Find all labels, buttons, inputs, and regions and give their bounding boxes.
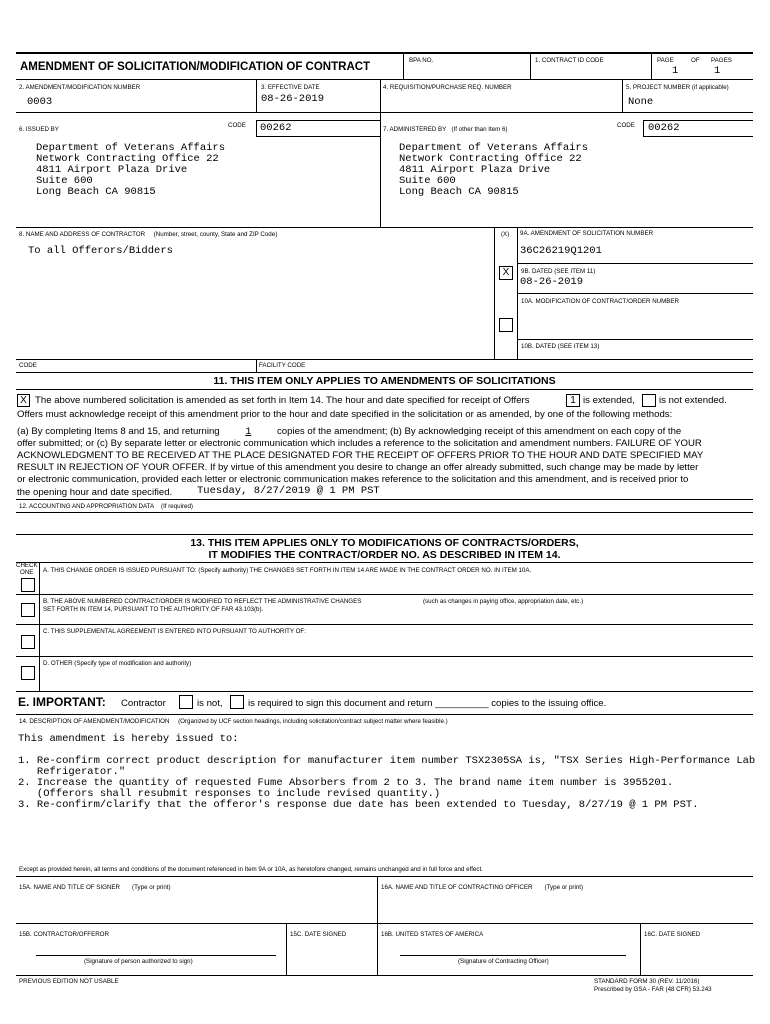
administered-line: 4811 Airport Plaza Drive	[399, 164, 551, 176]
item-16b-label: 16B. UNITED STATES OF AMERICA	[381, 931, 484, 938]
administered-line: Network Contracting Office 22	[399, 153, 582, 165]
issued-code-value: 00262	[260, 122, 292, 134]
item-16a-label-text: 16A. NAME AND TITLE OF CONTRACTING OFFICER	[381, 884, 533, 891]
contractor-label-note: (Number, street, county, State and ZIP Code)	[153, 231, 278, 238]
item-13c-text: C. THIS SUPPLEMENTAL AGREEMENT IS ENTERED INTO PURSUANT TO AUTHORITY OF:	[43, 628, 306, 635]
item-14-line: This amendment is hereby issued to:	[18, 733, 239, 745]
item-13b-checkbox[interactable]	[21, 603, 35, 617]
item-11-heading: 11. THIS ITEM ONLY APPLIES TO AMENDMENTS OF SOLICITATIONS	[213, 375, 556, 387]
row-line	[16, 389, 753, 390]
contractor-word: Contractor	[121, 698, 166, 709]
top-border	[16, 52, 753, 54]
item-11-line8: the opening hour and date specified.	[17, 487, 173, 498]
item-11-line1: The above numbered solicitation is amended as set forth in Item 14. The hour and date specified for receipt of Offers	[35, 395, 530, 406]
item-16c-label: 16C. DATE SIGNED	[644, 931, 701, 938]
item-13c-checkbox[interactable]	[21, 635, 35, 649]
contractor-value: To all Offerors/Bidders	[28, 245, 173, 257]
item-11-checkbox[interactable]: X	[17, 394, 30, 407]
row-line	[16, 534, 753, 535]
pages-value: 1	[714, 65, 721, 77]
signature-officer-label: (Signature of Contracting Officer)	[458, 958, 549, 965]
prescribed-label: Prescribed by GSA - FAR (48 CFR) 53.243	[594, 986, 712, 993]
is-not-label: is not,	[197, 698, 223, 709]
row-line	[16, 499, 753, 500]
item-14-line: (Offerors shall resubmit responses to include revised quantity.)	[18, 788, 441, 800]
is-not-extended-label: is not extended.	[659, 395, 727, 406]
issued-line: Network Contracting Office 22	[36, 153, 219, 165]
copies-text: copies to the issuing office.	[491, 698, 607, 709]
divider	[286, 924, 287, 975]
divider	[256, 80, 257, 112]
contractor-code-label: CODE	[19, 362, 37, 369]
administered-label-note: (If other than Item 6)	[451, 126, 508, 133]
item-15a-note: (Type or print)	[132, 884, 171, 891]
issued-by-label: 6. ISSUED BY	[19, 126, 59, 133]
item-10a-label: 10A. MODIFICATION OF CONTRACT/ORDER NUMBER	[521, 298, 680, 305]
item-12-label	[19, 503, 193, 511]
item-15a-label-text: 15A. NAME AND TITLE OF SIGNER	[19, 884, 120, 891]
issued-line: Department of Veterans Affairs	[36, 142, 226, 154]
row-line	[16, 876, 753, 877]
administered-code-value: 00262	[648, 122, 680, 134]
item-13-heading-1: 13. THIS ITEM APPLIES ONLY TO MODIFICATIONS OF CONTRACTS/ORDERS,	[190, 537, 579, 549]
contract-id-label: 1. CONTRACT ID CODE	[535, 57, 604, 64]
item-9b-label: 9B. DATED (SEE ITEM 11)	[521, 268, 596, 275]
contractor-label	[19, 231, 277, 239]
item-12-note: (If required)	[161, 503, 193, 510]
item-14-line: 3. Re-confirm/clarify that the offeror's response due date has been extended to Tuesday, 8/27/19 @ 1 PM PST.	[18, 799, 699, 811]
row-line	[16, 975, 753, 976]
extended-checkbox[interactable]: 1	[566, 394, 580, 407]
divider	[494, 228, 495, 359]
administered-label-text: 7. ADMINISTERED BY	[383, 126, 447, 133]
row-line	[16, 691, 753, 692]
issued-line: Suite 600	[36, 175, 93, 187]
row-line	[16, 594, 753, 595]
effective-date-value: 08-26-2019	[261, 93, 325, 105]
row-line	[16, 624, 753, 625]
administered-code-label: CODE	[617, 122, 635, 129]
copies-blank: __________	[435, 698, 489, 709]
opening-date-value: Tuesday, 8/27/2019 @ 1 PM PST	[197, 485, 380, 497]
signature-person-label: (Signature of person authorized to sign)	[84, 958, 193, 965]
row-line	[517, 339, 753, 340]
divider	[530, 53, 531, 79]
item-9b-value: 08-26-2019	[520, 276, 584, 288]
administered-line: Long Beach CA 90815	[399, 186, 519, 198]
is-extended-label: is extended,	[583, 395, 635, 406]
item-14-note: (Organized by UCF section headings, including solicitation/contract subject matter where feasible.)	[178, 718, 448, 725]
x-column-label: (X)	[501, 231, 510, 238]
pages-label: PAGES	[711, 57, 732, 64]
of-label: OF	[691, 57, 700, 64]
item-9b-checkbox[interactable]: X	[499, 266, 513, 280]
row-line	[16, 714, 753, 715]
item-13a-checkbox[interactable]	[21, 578, 35, 592]
administered-by-label	[383, 126, 508, 134]
item-15b-label: 15B. CONTRACTOR/OFFEROR	[19, 931, 109, 938]
project-number-value: None	[628, 96, 654, 108]
divider	[39, 563, 40, 691]
item-11-line7: or electronic communication, provided each letter or electronic communication makes reference to the solicitation and this amendment, and is received prior to	[17, 474, 689, 485]
item-11-line3a: (a) By completing Items 8 and 15, and returning	[17, 426, 220, 437]
item-13d-checkbox[interactable]	[21, 666, 35, 680]
row-line	[16, 227, 753, 228]
form-title: AMENDMENT OF SOLICITATION/MODIFICATION OF CONTRACT	[20, 61, 371, 73]
signature-line	[400, 955, 626, 956]
requisition-label: 4. REQUISITION/PURCHASE REQ. NUMBER	[383, 84, 512, 91]
is-not-checkbox[interactable]	[179, 695, 193, 709]
item-13b-text1: B. THE ABOVE NUMBERED CONTRACT/ORDER IS MODIFIED TO REFLECT THE ADMINISTRATIVE CHANGES	[43, 598, 362, 605]
issued-code-label: CODE	[228, 122, 246, 129]
administered-line: Suite 600	[399, 175, 456, 187]
item-13b-note: (such as changes in paying office, appropriation date, etc.)	[423, 598, 584, 605]
divider	[256, 360, 257, 372]
item-12-label-text: 12. ACCOUNTING AND APPROPRIATION DATA	[19, 503, 155, 510]
item-9a-label: 9A. AMENDMENT OF SOLICITATION NUMBER	[520, 230, 654, 237]
check-one-label-2: ONE	[20, 569, 34, 576]
amend-number-label: 2. AMENDMENT/MODIFICATION NUMBER	[19, 84, 141, 91]
item-16a-note: (Type or print)	[544, 884, 584, 891]
item-11-line3	[17, 426, 681, 438]
row-line	[517, 263, 753, 264]
divider	[380, 113, 381, 227]
previous-edition-label: PREVIOUS EDITION NOT USABLE	[19, 978, 119, 985]
item-13a-text: A. THIS CHANGE ORDER IS ISSUED PURSUANT TO: (Specify authority) THE CHANGES SET FORTH IN ITEM 14 ARE MADE IN THE CONTRACT ORDER NO. IN ITEM 10A.	[43, 567, 532, 574]
item-14-label	[19, 718, 448, 726]
row-line	[16, 359, 753, 360]
administered-line: Department of Veterans Affairs	[399, 142, 589, 154]
page-label: PAGE	[657, 57, 674, 64]
amend-number-value: 0003	[27, 96, 53, 108]
divider	[377, 877, 378, 975]
item-9a-value: 36C26219Q1201	[520, 245, 602, 257]
check-one-label: CHECK	[16, 562, 38, 569]
is-required-checkbox[interactable]	[230, 695, 244, 709]
contractor-label-text: 8. NAME AND ADDRESS OF CONTRACTOR	[19, 231, 146, 238]
item-11-line5: ACKNOWLEDGMENT TO BE RECEIVED AT THE PLACE DESIGNATED FOR THE RECEIPT OF OFFERS PRIOR TO THE HOUR AND DATE SPECIFIED MAY	[17, 450, 704, 461]
page-value: 1	[672, 65, 679, 77]
item-11-line2: Offers must acknowledge receipt of this amendment prior to the hour and date specified in the solicitation or as amended, by one of the following methods:	[17, 409, 673, 420]
item-15a-label	[19, 884, 171, 892]
item-11-line4: offer submitted; or (c) By separate letter or electronic communication which includes a reference to the solicitation and amendment numbers. FAILURE OF YOUR	[17, 438, 702, 449]
important-label: E. IMPORTANT:	[18, 695, 106, 709]
bpa-label: BPA NO.	[409, 57, 434, 64]
signature-line	[36, 955, 276, 956]
divider	[640, 924, 641, 975]
row-line	[16, 372, 753, 373]
row-line	[16, 656, 753, 657]
row-line	[16, 112, 753, 113]
row-line	[517, 293, 753, 294]
standard-form-label: STANDARD FORM 30 (REV. 11/2016)	[594, 978, 700, 985]
copies-value: 1	[245, 427, 252, 438]
is-required-text: is required to sign this document and return	[248, 698, 433, 709]
is-required-label	[248, 698, 606, 709]
item-14-line: 1. Re-confirm correct product description for manufacturer item number TSX2305SA is, "TSX Series High-Performance Lab	[18, 755, 756, 767]
issued-line: 4811 Airport Plaza Drive	[36, 164, 188, 176]
row-line	[16, 923, 753, 924]
divider	[651, 53, 652, 79]
item-13-heading-2: IT MODIFIES THE CONTRACT/ORDER NO. AS DESCRIBED IN ITEM 14.	[208, 549, 561, 561]
facility-code-label: FACILITY CODE	[259, 362, 306, 369]
item-15c-label: 15C. DATE SIGNED	[290, 931, 347, 938]
except-text: Except as provided herein, all terms and conditions of the document referenced in Item 9A or 10A, as heretofore changed, remains unchanged and in full force and effect.	[19, 866, 483, 873]
row-line	[16, 79, 753, 80]
item-13d-text: D. OTHER (Specify type of modification and authority)	[43, 660, 192, 667]
project-number-label: 5. PROJECT NUMBER (if applicable)	[626, 84, 729, 91]
row-line	[16, 562, 753, 563]
divider	[380, 80, 381, 112]
not-extended-checkbox[interactable]	[642, 394, 656, 407]
item-11-line6: RESULT IN REJECTION OF YOUR OFFER. If by virtue of this amendment you desire to change an offer already submitted, such change may be made by letter	[17, 462, 699, 473]
item-14-line: Refrigerator."	[18, 766, 126, 778]
divider	[622, 80, 623, 112]
row-line	[16, 512, 753, 513]
item-16a-label	[381, 884, 583, 892]
item-14-label-text: 14. DESCRIPTION OF AMENDMENT/MODIFICATION	[19, 718, 170, 725]
item-10-checkbox[interactable]	[499, 318, 513, 332]
issued-line: Long Beach CA 90815	[36, 186, 156, 198]
item-10b-label: 10B. DATED (SEE ITEM 13)	[521, 343, 600, 350]
item-14-line: 2. Increase the quantity of requested Fume Absorbers from 2 to 3. The brand name item number is 3955201.	[18, 777, 674, 789]
item-11-line3b: copies of the amendment; (b) By acknowledging receipt of this amendment on each copy of the	[277, 426, 682, 437]
effective-date-label: 3. EFFECTIVE DATE	[261, 84, 320, 91]
item-13b-text2: SET FORTH IN ITEM 14, PURSUANT TO THE AUTHORITY OF FAR 43.103(b).	[43, 606, 264, 613]
divider	[403, 53, 404, 79]
